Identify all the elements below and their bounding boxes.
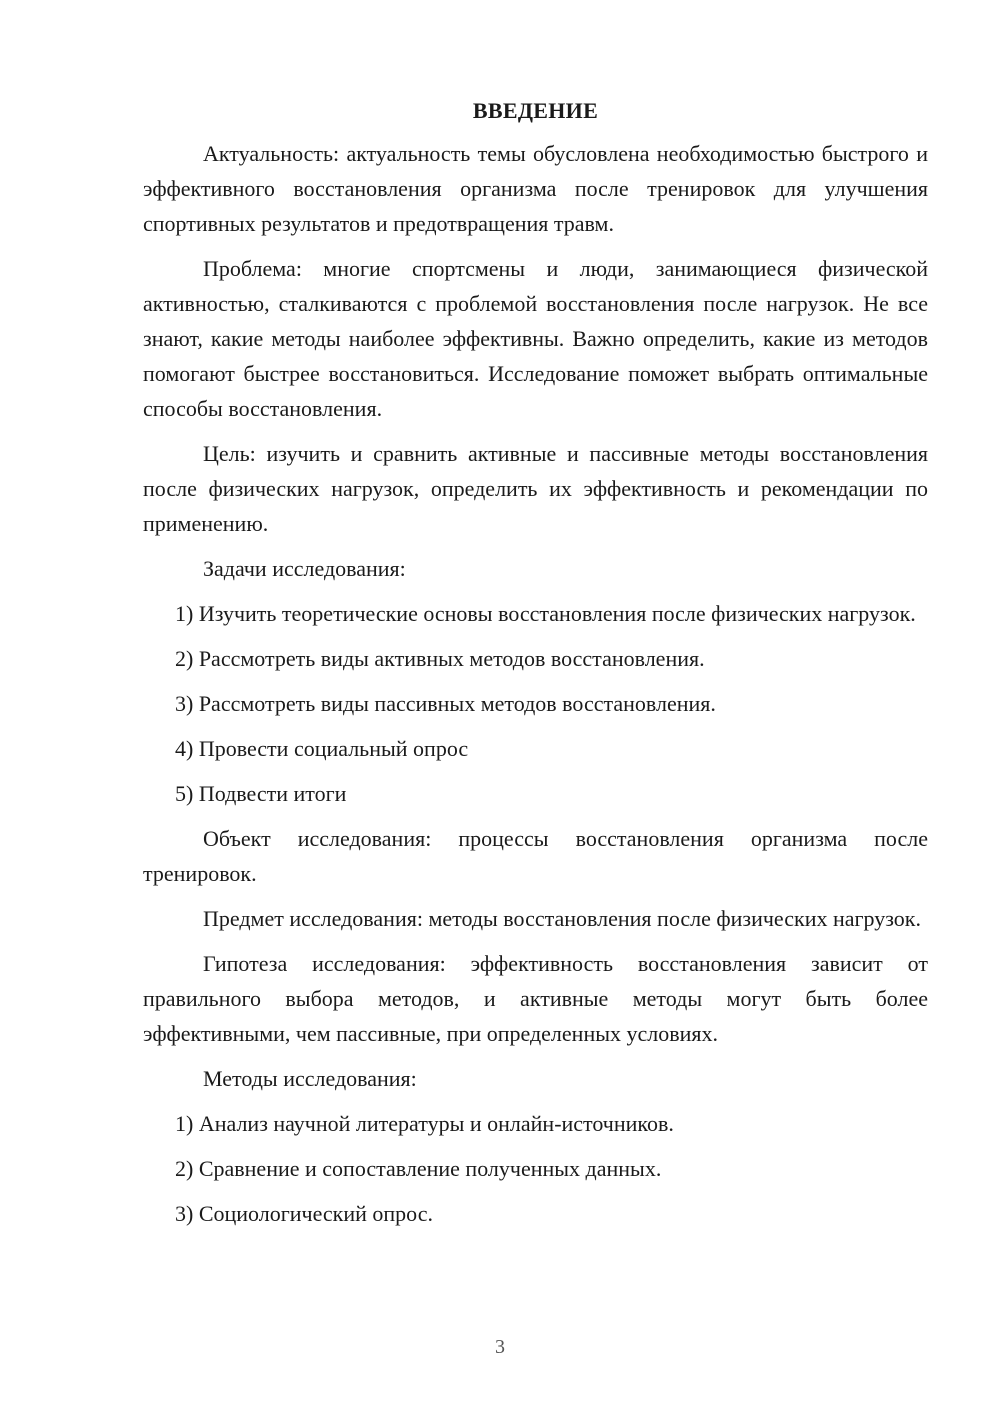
tasks-label: Задачи исследования:: [203, 556, 406, 581]
methods-label: Методы исследования:: [203, 1066, 417, 1091]
relevance-paragraph: Актуальность: актуальность темы обусловлена необходимостью быстрого и эффективного восстановления организма после тренировок для улучшения спортивных результатов и предотвращения травм.: [143, 141, 928, 236]
document-page: [143, 94, 928, 1241]
task-item: 4) Провести социальный опрос: [175, 736, 469, 761]
task-item: 2) Рассмотреть виды активных методов восстановления.: [175, 646, 705, 671]
object-paragraph: Объект исследования: процессы восстановления организма после тренировок.: [143, 826, 928, 886]
problem-paragraph: Проблема: многие спортсмены и люди, занимающиеся физической активностью, сталкиваются с проблемой восстановления после нагрузок. Не все знают, какие методы наиболее эффективны. Важно определить, какие из методов помогают быстрее восстановиться. Исследование поможет выбрать оптимальные способы восстановления.: [143, 256, 928, 421]
task-item: 5) Подвести итоги: [175, 781, 347, 806]
subject-paragraph: Предмет исследования: методы восстановления после физических нагрузок.: [203, 906, 921, 931]
method-item: 3) Социологический опрос.: [175, 1201, 433, 1226]
task-item: 1) Изучить теоретические основы восстановления после физических нагрузок.: [175, 601, 916, 626]
method-item: 2) Сравнение и сопоставление полученных данных.: [175, 1156, 662, 1181]
method-item: 1) Анализ научной литературы и онлайн-источников.: [175, 1111, 674, 1136]
goal-paragraph: Цель: изучить и сравнить активные и пассивные методы восстановления после физических нагрузок, определить их эффективность и рекомендации по применению.: [143, 441, 928, 536]
page-number: 3: [495, 1336, 505, 1358]
section-title: ВВЕДЕНИЕ: [472, 98, 599, 123]
hypothesis-paragraph: Гипотеза исследования: эффективность восстановления зависит от правильного выбора методов, и активные методы могут быть более эффективными, чем пассивные, при определенных условиях.: [143, 951, 928, 1046]
task-item: 3) Рассмотреть виды пассивных методов восстановления.: [175, 691, 716, 716]
